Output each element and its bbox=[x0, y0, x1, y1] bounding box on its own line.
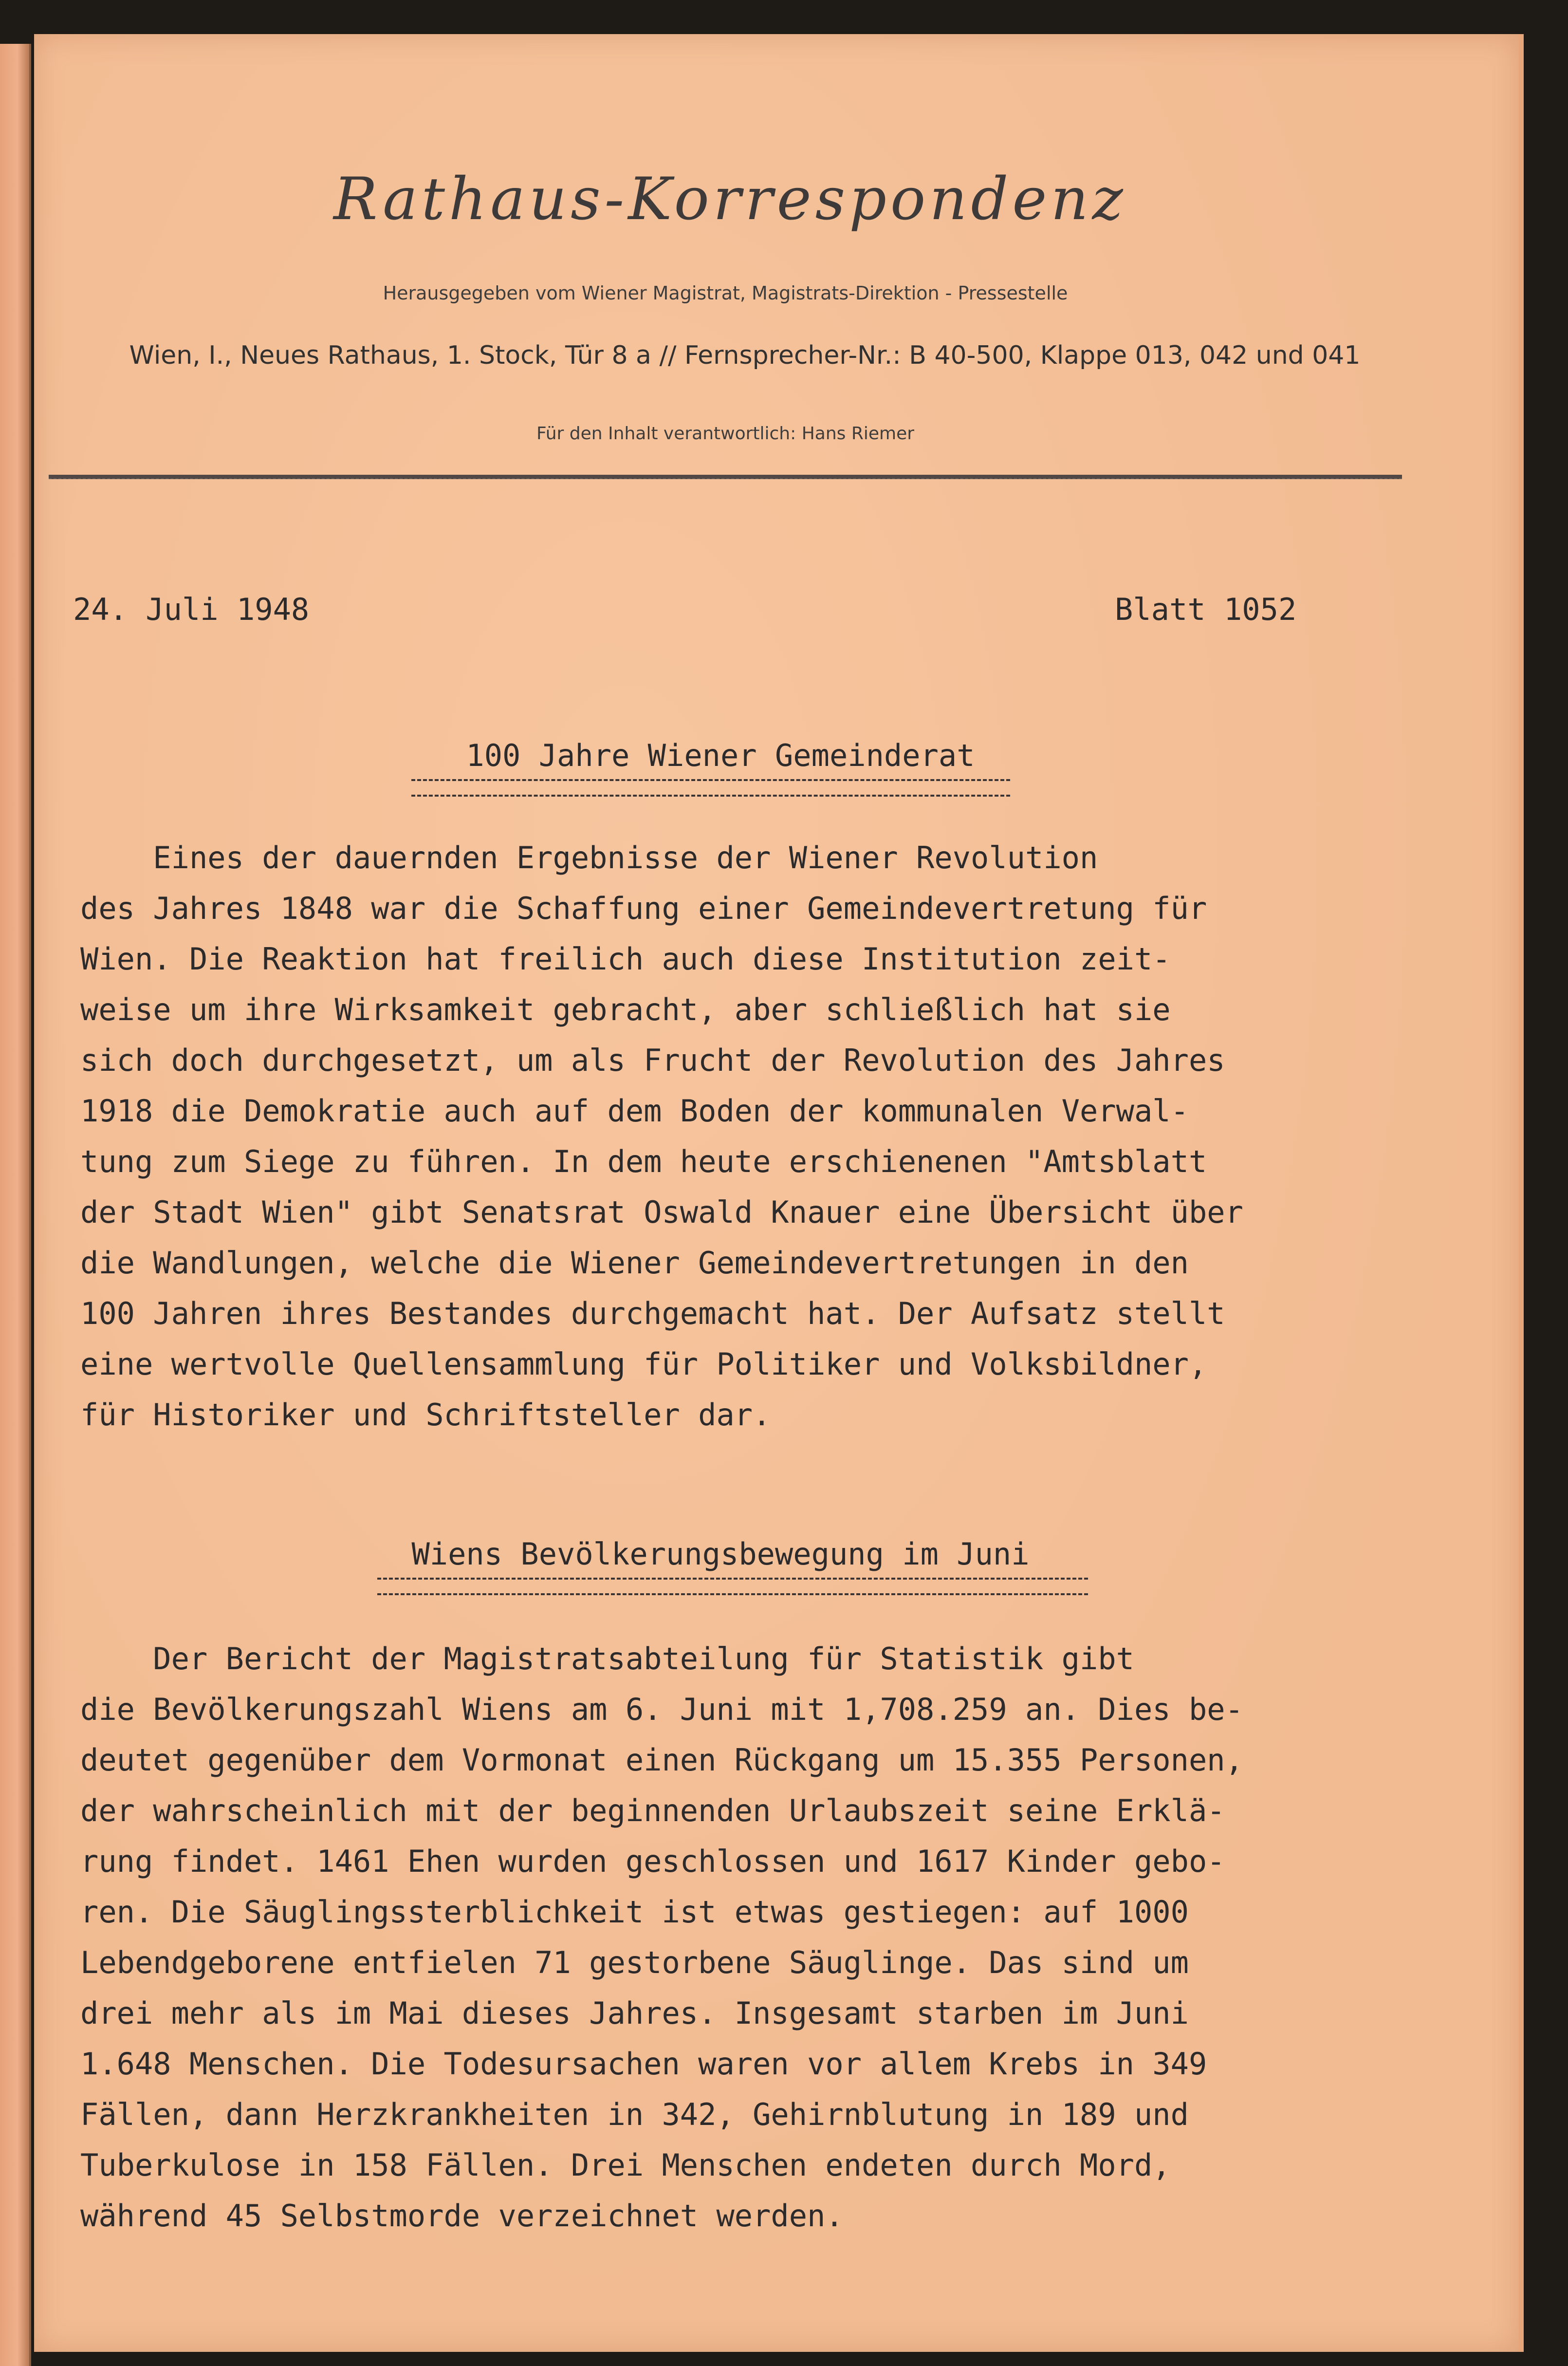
body-line: eine wertvolle Quellensammlung für Politiker und Volksbildner, bbox=[80, 1346, 1207, 1382]
body-line: während 45 Selbstmorde verzeichnet werden. bbox=[80, 2198, 844, 2234]
body-line: 1918 die Demokratie auch auf dem Boden der kommunalen Verwal- bbox=[80, 1093, 1189, 1129]
masthead-publisher: Herausgegeben vom Wiener Magistrat, Magistrats-Direktion - Pressestelle bbox=[383, 282, 1068, 304]
body-line: rung findet. 1461 Ehen wurden geschlossen und 1617 Kinder gebo- bbox=[80, 1844, 1225, 1879]
body-line: der Stadt Wien" gibt Senatsrat Oswald Knauer eine Übersicht über bbox=[80, 1194, 1243, 1230]
body-line: ren. Die Säuglingssterblichkeit ist etwas gestiegen: auf 1000 bbox=[80, 1894, 1189, 1930]
body-line: der wahrscheinlich mit der beginnenden Urlaubszeit seine Erklä- bbox=[80, 1793, 1225, 1828]
masthead-title: Rathaus-Korrespondenz bbox=[333, 166, 1127, 233]
masthead-responsible: Für den Inhalt verantwortlich: Hans Riemer bbox=[536, 424, 915, 444]
article-heading-1: 100 Jahre Wiener Gemeinderat bbox=[466, 738, 975, 773]
body-line: die Wandlungen, welche die Wiener Gemeindevertretungen in den bbox=[80, 1245, 1189, 1281]
masthead-address: Wien, I., Neues Rathaus, 1. Stock, Tür 8 a // Fernsprecher-Nr.: B 40-500, Klappe 013, 042 und 041 bbox=[129, 341, 1361, 370]
masthead-divider bbox=[49, 475, 1402, 479]
body-line: Tuberkulose in 158 Fällen. Drei Menschen endeten durch Mord, bbox=[80, 2147, 1171, 2183]
sheet-number: Blatt 1052 bbox=[1115, 592, 1297, 627]
body-line: weise um ihre Wirksamkeit gebracht, aber schließlich hat sie bbox=[80, 992, 1171, 1027]
body-line: Wien. Die Reaktion hat freilich auch diese Institution zeit- bbox=[80, 941, 1171, 977]
body-line: 1.648 Menschen. Die Todesursachen waren vor allem Krebs in 349 bbox=[80, 2046, 1207, 2082]
document-page bbox=[34, 34, 1524, 2352]
body-line: die Bevölkerungszahl Wiens am 6. Juni mit 1,708.259 an. Dies be- bbox=[80, 1692, 1243, 1727]
body-line: des Jahres 1848 war die Schaffung einer Gemeindevertretung für bbox=[80, 891, 1207, 926]
article-body-1 bbox=[80, 833, 1395, 1440]
body-line: Lebendgeborene entfielen 71 gestorbene Säuglinge. Das sind um bbox=[80, 1945, 1189, 1980]
body-line: sich doch durchgesetzt, um als Frucht der Revolution des Jahres bbox=[80, 1043, 1225, 1078]
article-body-2 bbox=[80, 1634, 1395, 2241]
body-line: Der Bericht der Magistratsabteilung für Statistik gibt bbox=[80, 1641, 1134, 1677]
body-line: tung zum Siege zu führen. In dem heute erschienenen "Amtsblatt bbox=[80, 1144, 1207, 1179]
body-line: für Historiker und Schriftsteller dar. bbox=[80, 1397, 771, 1433]
heading-underline-2 bbox=[377, 1578, 1088, 1595]
issue-date: 24. Juli 1948 bbox=[73, 592, 310, 627]
body-line: 100 Jahren ihres Bestandes durchgemacht hat. Der Aufsatz stellt bbox=[80, 1296, 1225, 1331]
body-line: deutet gegenüber dem Vormonat einen Rückgang um 15.355 Personen, bbox=[80, 1742, 1243, 1778]
body-line: Fällen, dann Herzkrankheiten in 342, Gehirnblutung in 189 und bbox=[80, 2097, 1189, 2132]
adjacent-page-edge bbox=[0, 44, 31, 2366]
article-heading-2: Wiens Bevölkerungsbewegung im Juni bbox=[411, 1536, 1030, 1572]
body-line: Eines der dauernden Ergebnisse der Wiener Revolution bbox=[80, 840, 1098, 876]
body-line: drei mehr als im Mai dieses Jahres. Insgesamt starben im Juni bbox=[80, 1995, 1189, 2031]
heading-underline-1 bbox=[411, 779, 1010, 797]
